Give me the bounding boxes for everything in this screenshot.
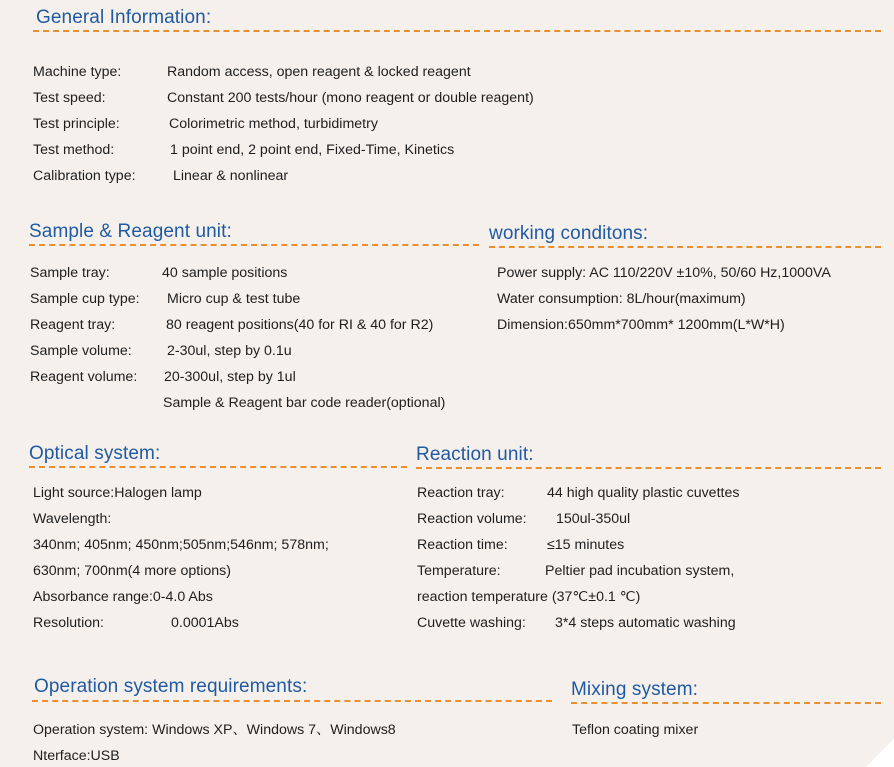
operation-system-text: Operation system: Windows XP、Windows 7、Windows8	[33, 722, 396, 738]
sample-volume-label: Sample volume:	[30, 343, 132, 359]
power-supply-text: Power supply: AC 110/220V ±10%, 50/60 Hz,1000VA	[497, 265, 831, 281]
reaction-tray-label: Reaction tray:	[417, 485, 505, 501]
resolution-value: 0.0001Abs	[171, 615, 239, 631]
page-corner-fold	[866, 739, 894, 767]
reagent-volume-label: Reagent volume:	[30, 369, 138, 385]
calibration-type-value: Linear & nonlinear	[173, 168, 289, 184]
absorbance-range-text: Absorbance range:0-4.0 Abs	[33, 589, 213, 605]
sample-tray-value: 40 sample positions	[162, 265, 288, 281]
reaction-volume-label: Reaction volume:	[417, 511, 527, 527]
resolution-label: Resolution:	[33, 615, 104, 631]
wavelength-values-line2: 630nm; 700nm(4 more options)	[33, 563, 231, 579]
general-information-divider	[33, 30, 881, 32]
reaction-unit-divider	[416, 467, 881, 469]
interface-text: Nterface:USB	[33, 748, 120, 764]
machine-type-value: Random access, open reagent & locked reagent	[167, 64, 471, 80]
temperature-value: Peltier pad incubation system,	[545, 563, 735, 579]
mixing-system-value: Teflon coating mixer	[572, 722, 699, 738]
water-consumption-text: Water consumption: 8L/hour(maximum)	[497, 291, 746, 307]
test-principle-label: Test principle:	[33, 116, 120, 132]
operation-system-divider	[32, 700, 552, 702]
temperature-label: Temperature:	[417, 563, 501, 579]
wavelength-values-line1: 340nm; 405nm; 450nm;505nm;546nm; 578nm;	[33, 537, 329, 553]
light-source-text: Light source:Halogen lamp	[33, 485, 202, 501]
test-speed-label: Test speed:	[33, 90, 106, 106]
optical-system-heading: Optical system:	[29, 443, 161, 464]
working-conditions-divider	[489, 246, 881, 248]
calibration-type-label: Calibration type:	[33, 168, 136, 184]
cuvette-washing-label: Cuvette washing:	[417, 615, 526, 631]
test-method-value: 1 point end, 2 point end, Fixed-Time, Kinetics	[170, 142, 455, 158]
sample-tray-label: Sample tray:	[30, 265, 110, 281]
reaction-temperature-text: reaction temperature (37℃±0.1 ℃)	[417, 589, 641, 605]
mixing-system-divider	[571, 702, 881, 704]
test-speed-value: Constant 200 tests/hour (mono reagent or double reagent)	[167, 90, 534, 106]
bar-code-reader-text: Sample & Reagent bar code reader(optional)	[163, 395, 446, 411]
sample-cup-type-value: Micro cup & test tube	[167, 291, 301, 307]
working-conditions-heading: working conditons:	[489, 223, 649, 244]
wavelength-label: Wavelength:	[33, 511, 112, 527]
test-principle-value: Colorimetric method, turbidimetry	[169, 116, 378, 132]
dimension-text: Dimension:650mm*700mm* 1200mm(L*W*H)	[497, 317, 785, 333]
machine-type-label: Machine type:	[33, 64, 122, 80]
mixing-system-heading: Mixing system:	[571, 679, 699, 700]
sample-reagent-divider	[29, 244, 479, 246]
optical-system-divider	[29, 466, 407, 468]
operation-system-heading: Operation system requirements:	[34, 676, 308, 697]
reaction-time-label: Reaction time:	[417, 537, 508, 553]
reagent-volume-value: 20-300ul, step by 1ul	[164, 369, 296, 385]
sample-cup-type-label: Sample cup type:	[30, 291, 140, 307]
general-information-heading: General Information:	[36, 7, 212, 28]
reaction-tray-value: 44 high quality plastic cuvettes	[547, 485, 740, 501]
sample-volume-value: 2-30ul, step by 0.1u	[167, 343, 292, 359]
reagent-tray-value: 80 reagent positions(40 for RI & 40 for R2)	[166, 317, 434, 333]
test-method-label: Test method:	[33, 142, 115, 158]
reagent-tray-label: Reagent tray:	[30, 317, 116, 333]
sample-reagent-heading: Sample & Reagent unit:	[29, 221, 232, 242]
reaction-volume-value: 150ul-350ul	[556, 511, 631, 527]
cuvette-washing-value: 3*4 steps automatic washing	[555, 615, 736, 631]
reaction-unit-heading: Reaction unit:	[416, 444, 534, 465]
reaction-time-value: ≤15 minutes	[547, 537, 625, 553]
